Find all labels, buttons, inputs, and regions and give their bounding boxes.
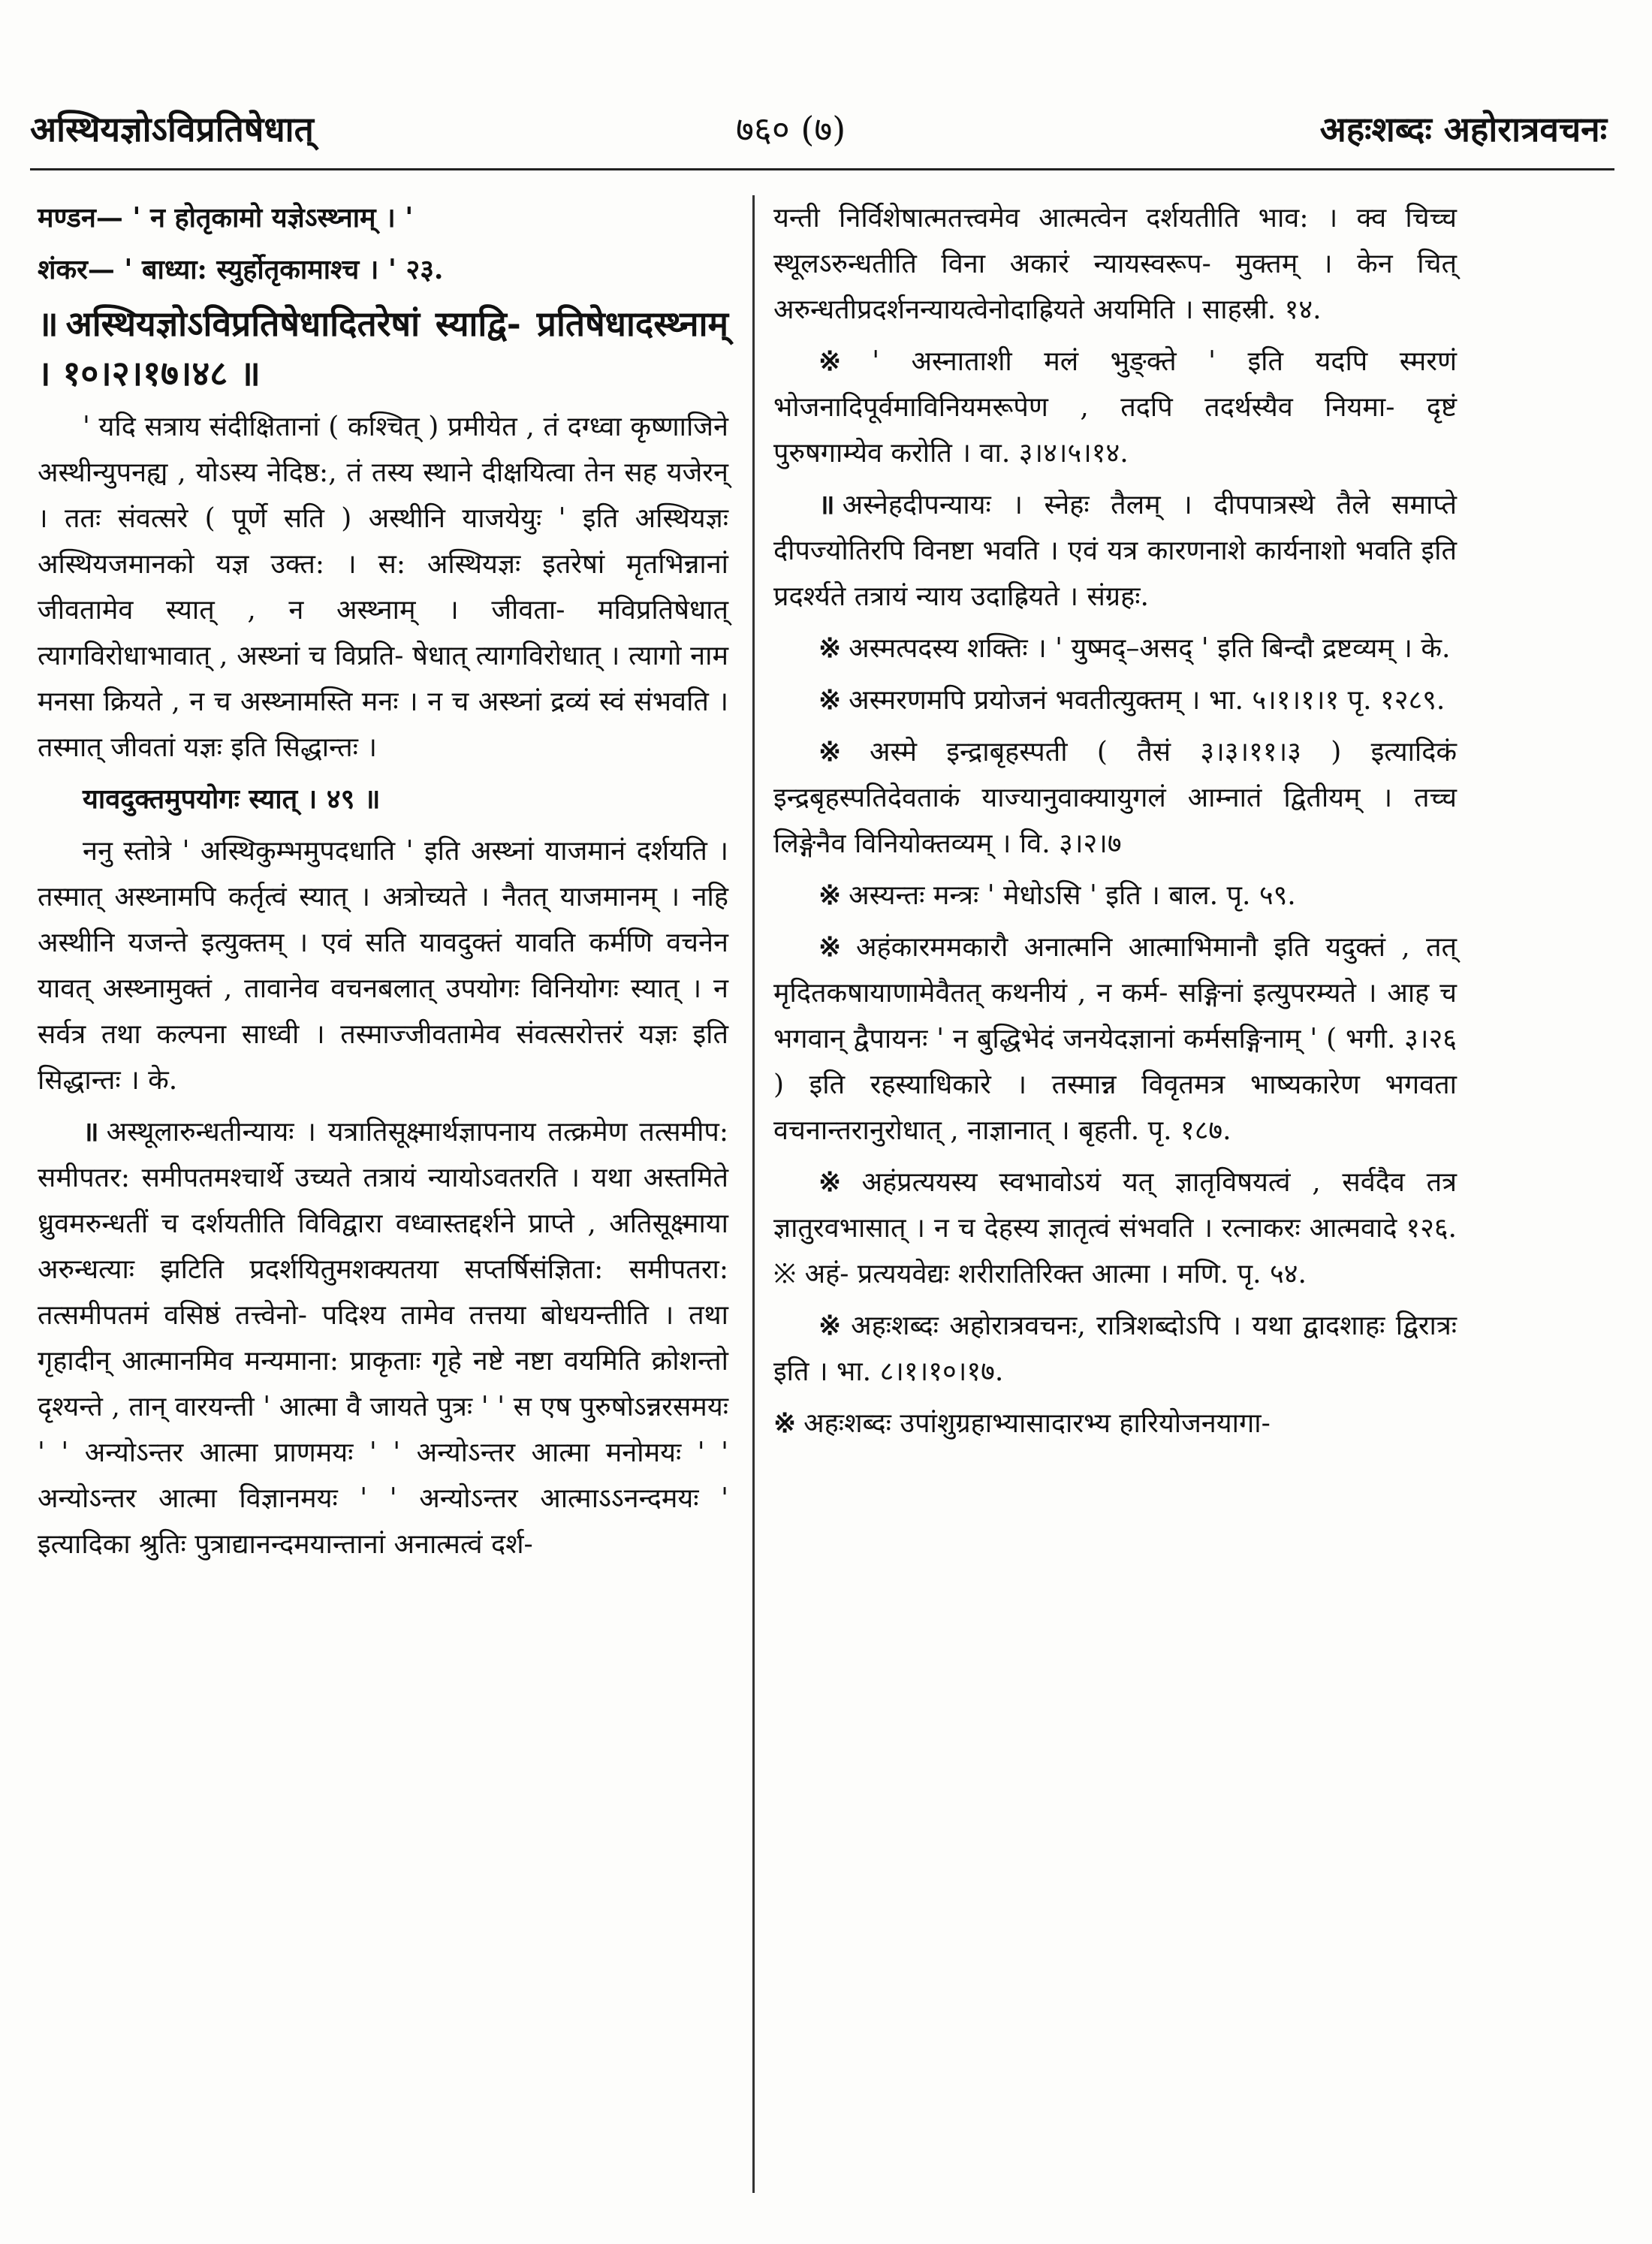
asterisk-marker-icon: ※: [818, 879, 842, 911]
page-header: [30, 105, 1607, 158]
entry-paragraph: [773, 1303, 1457, 1395]
entry-text: अहंकारममकारौ अनात्मनि आत्माभिमानौ इति यदुक्तं , तत् मृदितकषायाणामेवैतत् कथनीयं , न कर्म- सङ्गिनां इत्युपरम्यते । आह च भगवान् द्वैपायनः ' न बुद्धिभेदं जनयेदज्ञानां कर्मसङ्गिनाम् ' ( भगी. ३।२६ ) इति रहस्याधिकारे । तस्मान्न विवृतमत्र भाष्यकारेण भगवता वचनान्तरानुरोधात् , नाज्ञानात् । बृहती. पृ. १८७.: [773, 932, 1458, 1146]
entry-text: अस्मत्पदस्य शक्तिः । ' युष्मद्–असद् ' इति बिन्दौ द्रष्टव्यम् । के.: [849, 633, 1451, 664]
column-divider: [752, 195, 755, 2193]
entry-paragraph: [773, 873, 1457, 918]
sutra-marker-icon: ॥: [83, 1116, 99, 1148]
quote-shankara: शंकर— ' बाध्या: स्युर्होतृकामाश्च । ' २३.: [38, 254, 444, 285]
entry-paragraph: [773, 729, 1457, 867]
paragraph: ' यदि सत्राय संदीक्षितानां ( कश्चित् ) प्रमीयेत , तं दग्ध्वा कृष्णाजिने अस्थीन्युपनह्य , योऽस्य नेदिष्ठ:, तं तस्य स्थाने दीक्षयित्वा तेन सह यजेरन् । ततः संवत्सरे ( पूर्णे सति ) अस्थीनि याजयेयुः ' इति अस्थियज्ञः अस्थियजमानको यज्ञ उक्त: । स: अस्थियज्ञः इतरेषां मृतभिन्नानां जीवतामेव स्यात् , न अस्थ्नाम् । जीवता- मविप्रतिषेधात् त्यागविरोधाभावात् , अस्थ्नां च विप्रति- षेधात् त्यागविरोधात् । त्यागो नाम मनसा क्रियते , न च अस्थ्नामस्ति मनः । न च अस्थ्नां द्रव्यं स्वं संभवति । तस्मात् जीवतां यज्ञः इति सिद्धान्तः ।: [38, 412, 728, 763]
page-number: ७६० (७): [736, 109, 846, 149]
subheading: यावदुक्तमुपयोगः स्यात् । ४९ ॥: [83, 783, 381, 815]
header-right-keyword: अहःशब्दः अहोरात्रवचनः: [1319, 109, 1607, 149]
entry-text: अहःशब्दः उपांशुग्रहाभ्यासादारभ्य हारियोजनयागा-: [803, 1408, 1271, 1439]
quote-mandana: मण्डन— ' न होतृकामो यज्ञेऽस्थ्नाम् । ': [38, 202, 414, 234]
entry-heading: [38, 299, 728, 398]
entry-text: अस्मे इन्द्राबृहस्पती ( तैसं ३।३।११।३ ) इत्यादिकं इन्द्रबृहस्पतिदेवताकं याज्यानुवाक्यायुगलं आम्नातं द्वितीयम् । तच्च लिङ्गेनैव विनियोक्तव्यम् । वि. ३।२।७: [773, 737, 1457, 859]
paragraph: ननु स्तोत्रे ' अस्थिकुम्भमुपदधाति ' इति अस्थ्नां याजमानं दर्शयति । तस्मात् अस्थ्नामपि कर्तृत्वं स्यात् । अत्रोच्यते । नैतत् याजमानम् । नहि अस्थीनि यजन्ते इत्युक्तम् । एवं सति यावदुक्तं यावति कर्मणि वचनेन यावत् अस्थ्नामुक्तं , तावानेव वचनबलात् उपयोगः विनियोगः स्यात् । न सर्वत्र तथा कल्पना साध्वी । तस्माज्जीवतामेव संवत्सरोत्तरं यज्ञः इति सिद्धान्तः । के.: [38, 836, 728, 1096]
right-column: [773, 195, 1457, 1452]
entry-text: ' अस्नाताशी मलं भुङ्क्ते ' इति यदपि स्मरणं भोजनादिपूर्वमाविनियमरूपेण , तदपि तदर्थस्यैव नियमा- दृष्टं पुरुषगाम्येव करोति । वा. ३।४।५।१४.: [773, 346, 1457, 469]
header-left-keyword: अस्थियज्ञोऽविप्रतिषेधात्: [30, 109, 314, 149]
asterisk-marker-icon: ※: [818, 931, 849, 963]
entry-text: अस्नेहदीपन्यायः । स्नेहः तैलम् । दीपपात्रस्थे तैले समाप्ते दीपज्योतिरपि विनष्टा भवति । एवं यत्र कारणनाशे कार्यनाशो भवति इति प्रदर्श्यते तत्रायं न्याय उदाह्रियते । संग्रहः.: [773, 490, 1457, 612]
entry-text: अस्यन्तः मन्त्रः ' मेधोऽसि ' इति । बाल. पृ. ५९.: [849, 880, 1296, 911]
paragraph: यन्ती निर्विशेषात्मतत्त्वमेव आत्मत्वेन दर्शयतीति भाव: । क्व चिच्च स्थूलऽरुन्धतीति विना अकारं न्यायस्वरूप- मुक्तम् । केन चित् अरुन्धतीप्रदर्शनन्यायत्वेनोदाह्रियते अयमिति । साहस्री. १४.: [773, 203, 1457, 325]
asterisk-marker-icon: ※: [818, 1310, 844, 1341]
entry-text: अहंप्रत्ययस्य स्वभावोऽयं यत् ज्ञातृविषयत्वं , सर्वदैव तत्र ज्ञातुरवभासात् । न च देहस्य ज्ञातृत्वं संभवति । रत्नाकरः आत्मवादे १२६. ※ अहं- प्रत्ययवेद्यः शरीरातिरिक्त आत्मा । मणि. पृ. ५४.: [773, 1167, 1457, 1289]
entry-paragraph: [773, 924, 1457, 1154]
entry-text: अहःशब्दः अहोरात्रवचनः, रात्रिशब्दोऽपि । यथा द्वादशाहः द्विरात्रः इति । भा. ८।१।१०।१७.: [773, 1311, 1458, 1387]
left-column: [38, 195, 728, 1573]
entry-paragraph: [773, 677, 1457, 723]
asterisk-marker-icon: ※: [818, 1166, 855, 1198]
header-rule: [30, 168, 1614, 170]
asterisk-marker-icon: ※: [773, 1407, 797, 1439]
entry-heading-text: अस्थियज्ञोऽविप्रतिषेधादितरेषां स्याद्वि- प्रतिषेधादस्थ्नाम् । १०।२।१७।४८ ॥: [38, 303, 728, 394]
entry-paragraph: [773, 1160, 1457, 1297]
asterisk-marker-icon: ※: [818, 632, 842, 664]
asterisk-marker-icon: ※: [818, 345, 865, 377]
entry-paragraph: [773, 626, 1457, 671]
entry-paragraph: [773, 339, 1457, 476]
entry-text: अस्थूलारुन्धतीन्यायः । यत्रातिसूक्ष्मार्थज्ञापनाय तत्क्रमेण तत्समीप: समीपतर: समीपतमश्चार्थे उच्यते तत्रायं न्यायोऽवतरति । यथा अस्तमिते ध्रुवमरुन्धतीं च दर्शयतीति विविद्वारा वध्वास्तद्दर्शने प्राप्ते , अतिसूक्ष्माया अरुन्धत्याः झटिति प्रदर्शयितुमशक्यतया सप्तर्षिसंज्ञिता: समीपतरा: तत्समीपतमं वसिष्ठं तत्त्वेनो- पदिश्य तामेव तत्तया बोधयन्तीति । तथा गृहादीन् आत्मानमिव मन्यमाना: प्राकृताः गृहे नष्टे नष्टा वयमिति क्रोशन्तो दृश्यन्ते , तान् वारयन्ती ' आत्मा वै जायते पुत्रः ' ' स एष पुरुषोऽन्नरसमयः ' ' अन्योऽन्तर आत्मा प्राणमयः ' ' अन्योऽन्तर आत्मा मनोमयः ' ' अन्योऽन्तर आत्मा विज्ञानमयः ' ' अन्योऽन्तर आत्माऽऽनन्दमयः ' इत्यादिका श्रुतिः पुत्राद्यानन्दमयान्तानां अनात्मत्वं दर्श-: [38, 1117, 728, 1560]
entry-paragraph: [773, 1401, 1457, 1446]
sutra-marker-icon: ॥: [38, 303, 59, 344]
entry-text: अस्मरणमपि प्रयोजनं भवतीत्युक्तम् । भा. ५।१।१।१ पृ. १२८९.: [849, 685, 1446, 716]
sutra-marker-icon: ॥: [818, 489, 835, 520]
asterisk-marker-icon: ※: [818, 736, 863, 768]
asterisk-marker-icon: ※: [818, 684, 842, 716]
entry-paragraph: [773, 482, 1457, 620]
entry-paragraph: [38, 1109, 728, 1567]
